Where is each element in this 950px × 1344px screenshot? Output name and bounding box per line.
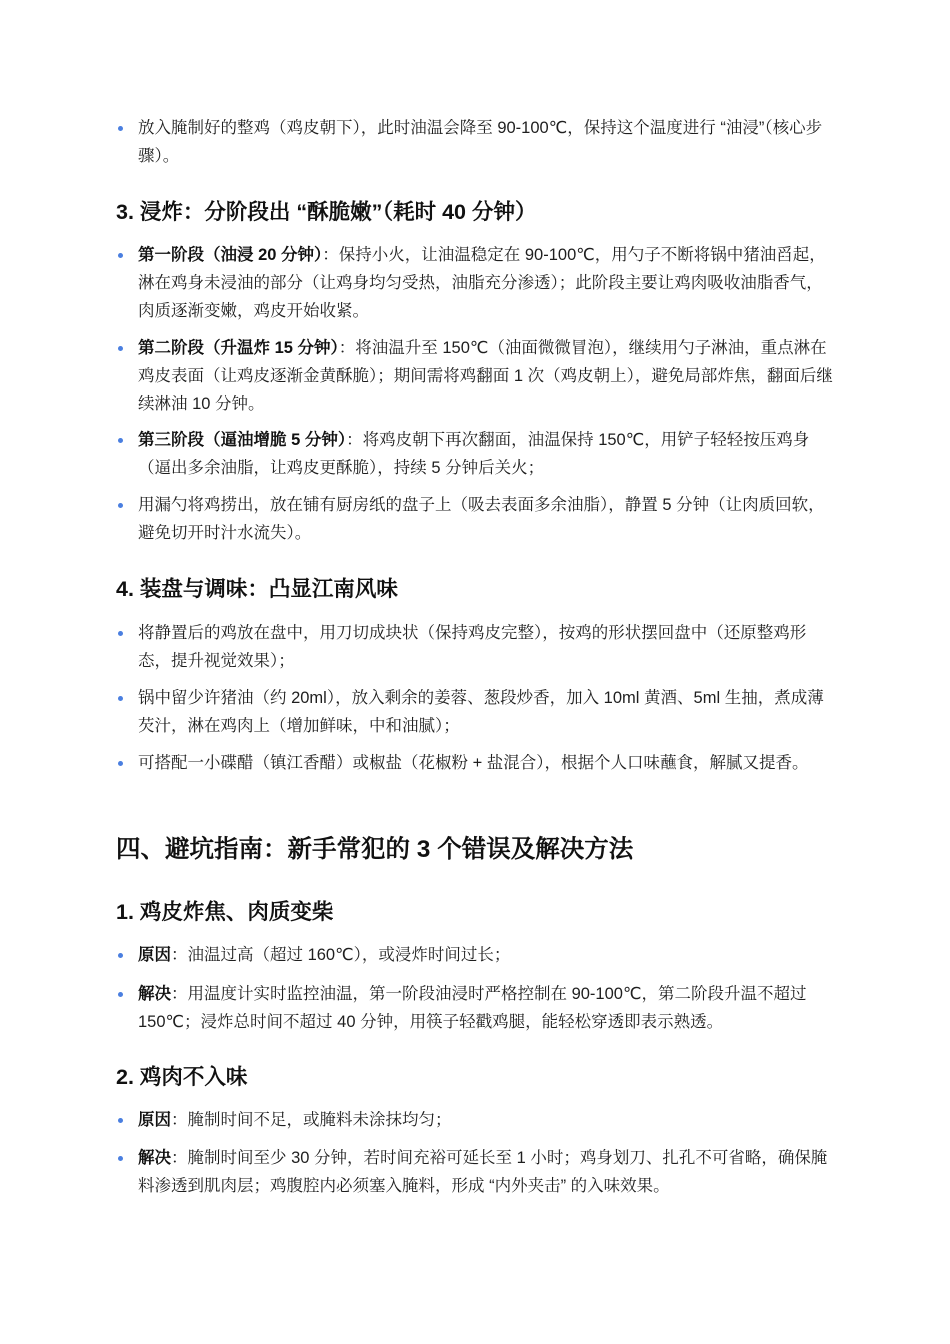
item-label: 原因: [138, 946, 171, 964]
item-label: 原因: [138, 1111, 171, 1129]
item-text: ：油温过高（超过 160℃），或浸炸时间过长；: [171, 946, 511, 964]
list-item: [116, 941, 836, 969]
list-item: [116, 334, 836, 418]
item-label: 第三阶段（逼油增脆 5 分钟）: [138, 431, 347, 449]
heading-step-4: 4. 装盘与调味：凸显江南风味: [116, 577, 398, 601]
item-label: 解决: [138, 985, 171, 1003]
item-text: ：将鸡皮朝下再次翻面，油温保持 150℃，用铲子轻轻按压鸡身（逼出多余油脂，让鸡皮更酥脆），持续 5 分钟后关火；: [138, 431, 810, 477]
list-item: [116, 241, 836, 325]
heading-error-1: 1. 鸡皮炸焦、肉质变柴: [116, 900, 334, 924]
item-text: 可搭配一小碟醋（镇江香醋）或椒盐（花椒粉 + 盐混合），根据个人口味蘸食，解腻又提香。: [138, 754, 809, 772]
item-text: 用漏勺将鸡捞出，放在铺有厨房纸的盘子上（吸去表面多余油脂），静置 5 分钟（让肉质回软，避免切开时汁水流失）。: [138, 496, 825, 542]
item-text: ：腌制时间不足，或腌料未涂抹均匀；: [171, 1111, 452, 1129]
list-item: [116, 980, 836, 1036]
item-text: 放入腌制好的整鸡（鸡皮朝下），此时油温会降至 90-100℃，保持这个温度进行 “油浸”（核心步骤）。: [138, 119, 823, 165]
list-item: [116, 749, 836, 777]
heading-step-3: 3. 浸炸：分阶段出 “酥脆嫩”（耗时 40 分钟）: [116, 200, 537, 224]
list-item: [116, 619, 836, 675]
heading-error-2: 2. 鸡肉不入味: [116, 1065, 248, 1089]
item-label: 第二阶段（升温炸 15 分钟）: [138, 339, 339, 357]
list-item: [116, 684, 836, 740]
item-text: ：腌制时间至少 30 分钟，若时间充裕可延长至 1 小时；鸡身划刀、扎孔不可省略，确保腌料渗透到肌肉层；鸡腹腔内必须塞入腌料，形成 “内外夹击” 的入味效果。: [138, 1149, 828, 1195]
item-text: 将静置后的鸡放在盘中，用刀切成块状（保持鸡皮完整），按鸡的形状摆回盘中（还原整鸡形态，提升视觉效果）；: [138, 624, 807, 670]
item-text: ：用温度计实时监控油温，第一阶段油浸时严格控制在 90-100℃，第二阶段升温不超过 150℃；浸炸总时间不超过 40 分钟，用筷子轻戳鸡腿，能轻松穿透即表示熟透。: [138, 985, 807, 1031]
item-text: 锅中留少许猪油（约 20ml），放入剩余的姜蓉、葱段炒香，加入 10ml 黄酒、5ml 生抽，煮成薄芡汁，淋在鸡肉上（增加鲜味，中和油腻）；: [138, 689, 824, 735]
item-label: 解决: [138, 1149, 171, 1167]
item-text: ：将油温升至 150℃（油面微微冒泡），继续用勺子淋油，重点淋在鸡皮表面（让鸡皮逐渐金黄酥脆）；期间需将鸡翻面 1 次（鸡皮朝上），避免局部炸焦，翻面后继续淋油 10 分钟。: [138, 339, 833, 413]
item-text: ：保持小火，让油温稳定在 90-100℃，用勺子不断将锅中猪油舀起，淋在鸡身未浸油的部分（让鸡身均匀受热，油脂充分渗透）；此阶段主要让鸡肉吸收油脂香气，肉质逐渐变嫩，鸡皮开始收紧。: [138, 246, 826, 320]
item-label: 第一阶段（油浸 20 分钟）: [138, 246, 323, 264]
heading-section-4: 四、避坑指南：新手常犯的 3 个错误及解决方法: [116, 836, 634, 863]
list-item: [116, 1106, 836, 1134]
list-item: [116, 114, 836, 170]
list-item: [116, 426, 836, 482]
list-item: [116, 491, 836, 547]
list-item: [116, 1144, 836, 1200]
